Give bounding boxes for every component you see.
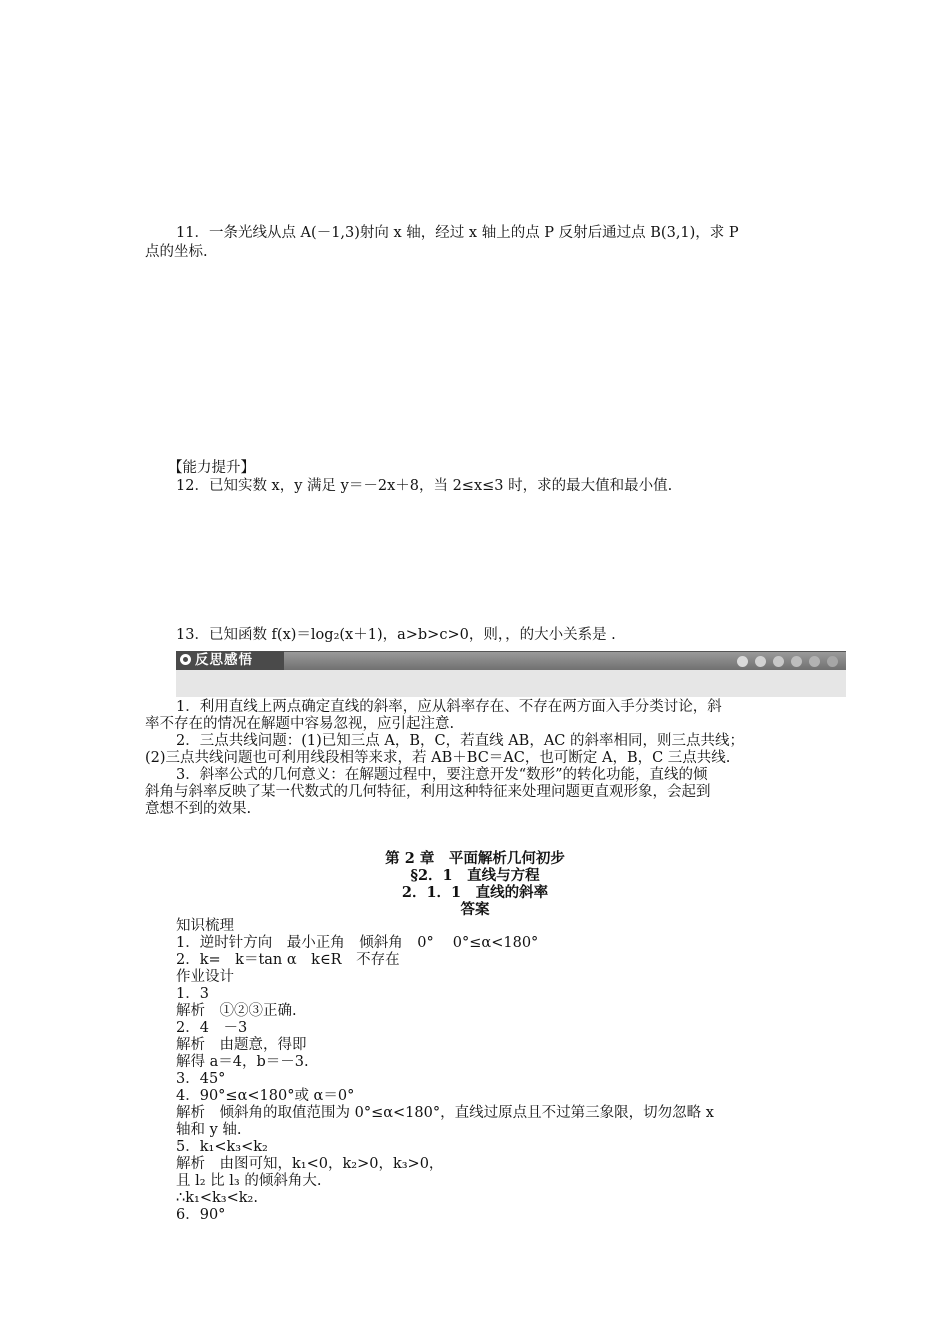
answer-line: 1．3 (176, 986, 209, 1002)
banner-dots (730, 655, 838, 671)
answer-line: 轴和 y 轴. (176, 1122, 242, 1138)
answer-line: 知识梳理 (176, 918, 234, 934)
section-ability-heading: 【能力提升】 (168, 460, 255, 476)
answer-line: 6．90° (176, 1207, 226, 1223)
reflection-3b: 斜角与斜率反映了某一代数式的几何特征，利用这种特征来处理问题更直观形象，会起到 (145, 784, 711, 800)
banner-tab (176, 651, 284, 670)
answer-line: 5．k₁<k₃<k₂ (176, 1139, 268, 1155)
reflection-3c: 意想不到的效果. (145, 801, 252, 817)
answer-line: 作业设计 (176, 969, 234, 985)
dot-icon (737, 656, 748, 667)
subsection-title: 2．1．1 直线的斜率 (401, 884, 549, 901)
section-title: §2．1 直线与方程 (410, 867, 540, 884)
answer-line: 3．45° (176, 1071, 226, 1087)
question-11-line-1: 11．一条光线从点 A(－1,3)射向 x 轴，经过 x 轴上的点 P 反射后通过点 B(3,1)，求 P (176, 225, 739, 241)
dot-icon (809, 656, 820, 667)
chapter-title: 第 2 章 平面解析几何初步 (385, 850, 565, 867)
reflection-2a: 2．三点共线问题：(1)已知三点 A，B，C，若直线 AB，AC 的斜率相同，则三点共线； (176, 733, 745, 749)
answer-line: 解析 倾斜角的取值范围为 0°≤α<180°，直线过原点且不过第三象限，切勿忽略 x (176, 1105, 714, 1121)
banner-title: 反思感悟 (195, 652, 253, 668)
answer-line: ∴k₁<k₃<k₂. (176, 1190, 258, 1206)
reflection-1a: 1．利用直线上两点确定直线的斜率，应从斜率存在、不存在两方面入手分类讨论，斜 (176, 699, 722, 715)
dot-icon (791, 656, 802, 667)
answers-heading: 答案 (460, 901, 490, 918)
answer-line: 且 l₂ 比 l₃ 的倾斜角大. (176, 1173, 322, 1189)
reflection-3a: 3．斜率公式的几何意义：在解题过程中，要注意开发“数形”的转化功能，直线的倾 (176, 767, 708, 783)
answer-line: 解析 ①②③正确. (176, 1003, 297, 1019)
answer-line: 解得 a＝4，b＝－3. (176, 1054, 309, 1070)
target-icon (180, 654, 191, 665)
question-11-line-2: 点的坐标. (145, 244, 208, 260)
reflection-1b: 率不存在的情况在解题中容易忽视，应引起注意. (145, 716, 455, 732)
answer-line: 1．逆时针方向 最小正角 倾斜角 0° 0°≤α<180° (176, 935, 539, 951)
banner-panel (176, 670, 846, 697)
answer-line: 2．k= k＝tan α k∈R 不存在 (176, 952, 400, 968)
reflection-banner (176, 651, 846, 697)
answer-line: 解析 由图可知，k₁<0，k₂>0，k₃>0， (176, 1156, 444, 1172)
reflection-2b: (2)三点共线问题也可利用线段相等来求，若 AB＋BC＝AC，也可断定 A，B，C 三点共线. (145, 750, 731, 766)
answer-line: 解析 由题意，得即 (176, 1037, 307, 1053)
question-13: 13．已知函数 f(x)＝log₂(x＋1)，a>b>c>0，则，，的大小关系是 . (176, 627, 616, 643)
dot-icon (827, 656, 838, 667)
answer-line: 4．90°≤α<180°或 α＝0° (176, 1088, 355, 1104)
dot-icon (773, 656, 784, 667)
question-12: 12．已知实数 x，y 满足 y＝－2x＋8，当 2≤x≤3 时，求的最大值和最小值. (176, 478, 673, 494)
dot-icon (755, 656, 766, 667)
answer-line: 2．4 －3 (176, 1020, 248, 1036)
